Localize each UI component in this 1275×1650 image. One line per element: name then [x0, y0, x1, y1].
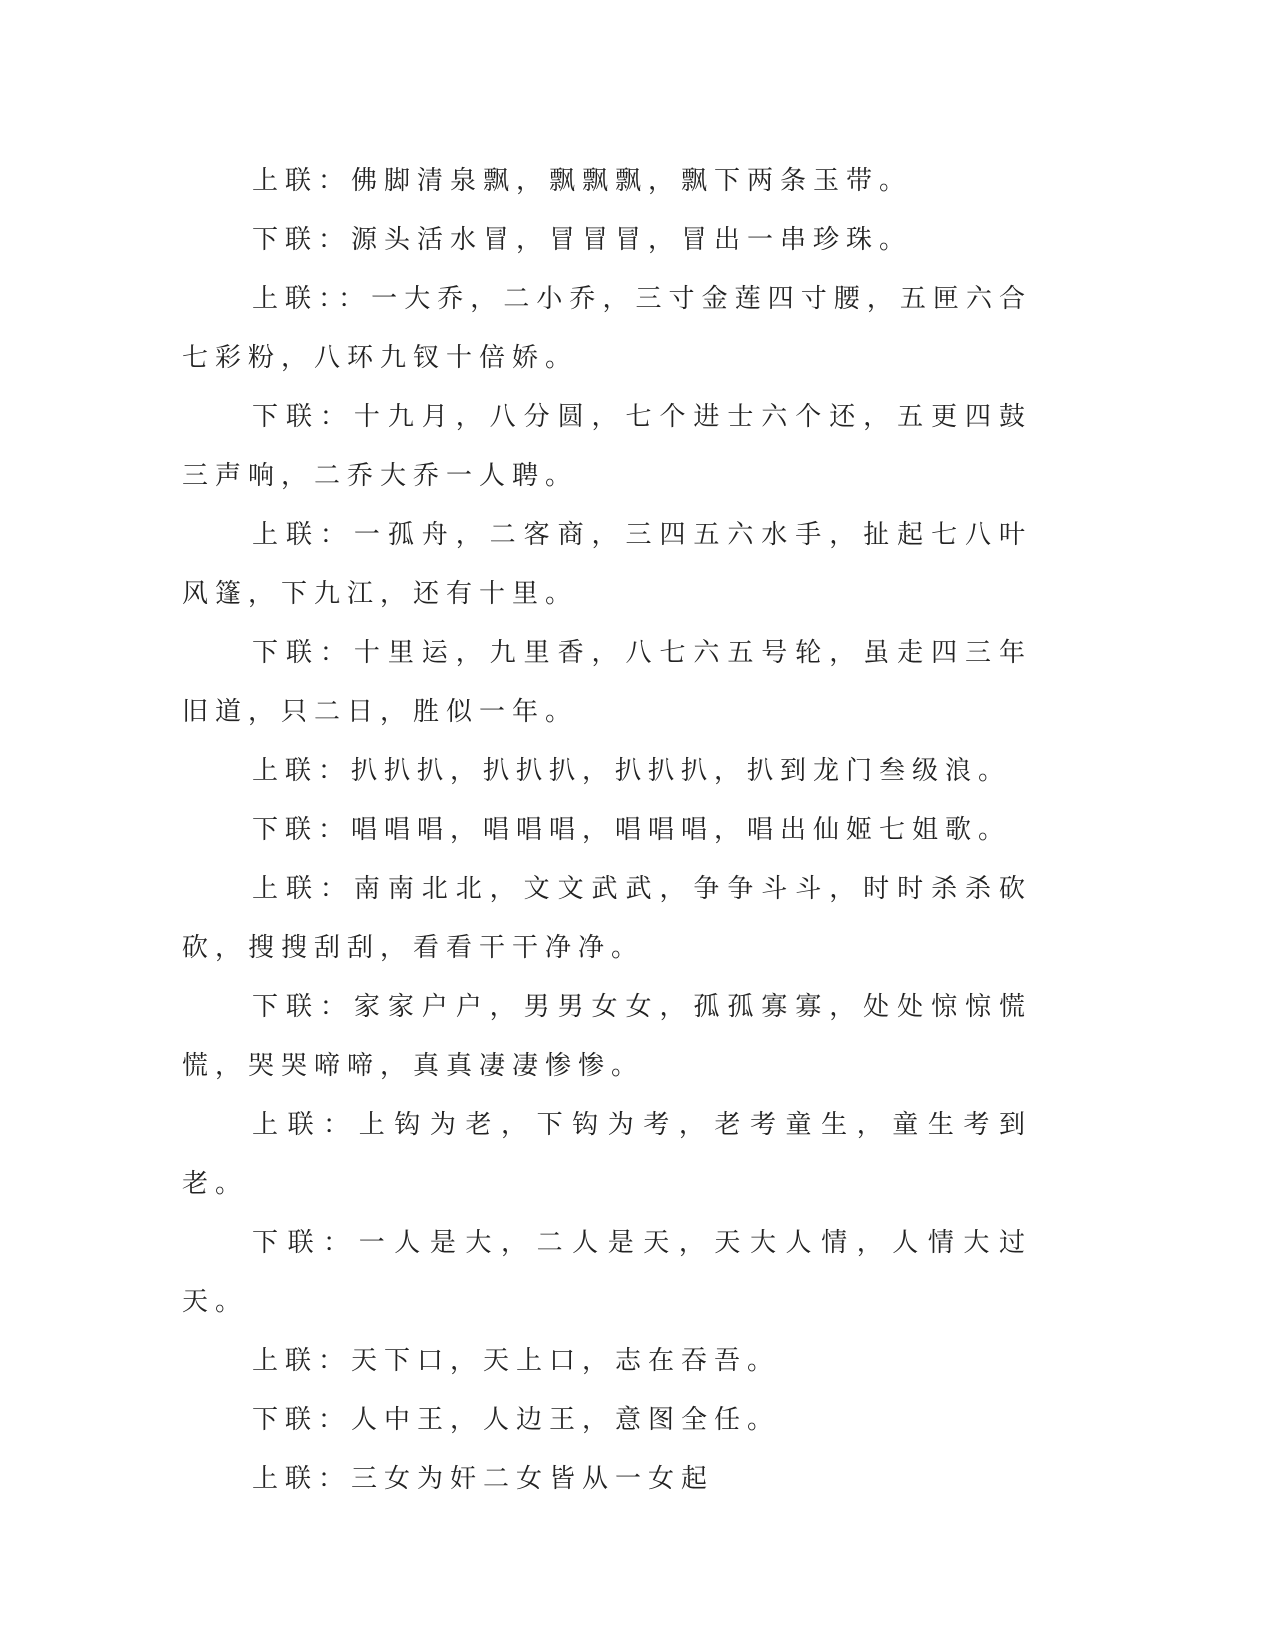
- couplet-paragraph: 下联：十里运，九里香，八七六五号轮，虽走四三年旧道，只二日，胜似一年。: [182, 638, 1032, 727]
- document-body: [182, 152, 1032, 1509]
- couplet-paragraph: 上联：上钩为老，下钩为考，老考童生，童生考到老。: [182, 1110, 1032, 1199]
- couplet-paragraph: 下联：源头活水冒，冒冒冒，冒出一串珍珠。: [252, 225, 913, 255]
- couplet-paragraph: 上联：佛脚清泉飘，飘飘飘，飘下两条玉带。: [252, 166, 913, 196]
- couplet-paragraph: 上联：天下口，天上口，志在吞吾。: [252, 1346, 781, 1376]
- couplet-paragraph: 下联：一人是大，二人是天，天大人情，人情大过天。: [182, 1228, 1032, 1317]
- couplet-paragraph: 下联：人中王，人边王，意图全任。: [252, 1405, 781, 1435]
- couplet-paragraph: 上联：：一大乔，二小乔，三寸金莲四寸腰，五匣六合七彩粉，八环九钗十倍娇。: [182, 284, 1032, 373]
- couplet-paragraph: 上联：扒扒扒，扒扒扒，扒扒扒，扒到龙门叁级浪。: [252, 756, 1012, 786]
- couplet-paragraph: 下联：家家户户，男男女女，孤孤寡寡，处处惊惊慌慌，哭哭啼啼，真真凄凄惨惨。: [182, 992, 1032, 1081]
- couplet-paragraph: 上联：南南北北，文文武武，争争斗斗，时时杀杀砍砍，搜搜刮刮，看看干干净净。: [182, 874, 1032, 963]
- couplet-paragraph: 上联：三女为奸二女皆从一女起: [252, 1464, 715, 1494]
- couplet-paragraph: 上联：一孤舟，二客商，三四五六水手，扯起七八叶风篷，下九江，还有十里。: [182, 520, 1032, 609]
- couplet-paragraph: 下联：十九月，八分圆，七个进士六个还，五更四鼓三声响，二乔大乔一人聘。: [182, 402, 1032, 491]
- couplet-paragraph: 下联：唱唱唱，唱唱唱，唱唱唱，唱出仙姬七姐歌。: [252, 815, 1012, 845]
